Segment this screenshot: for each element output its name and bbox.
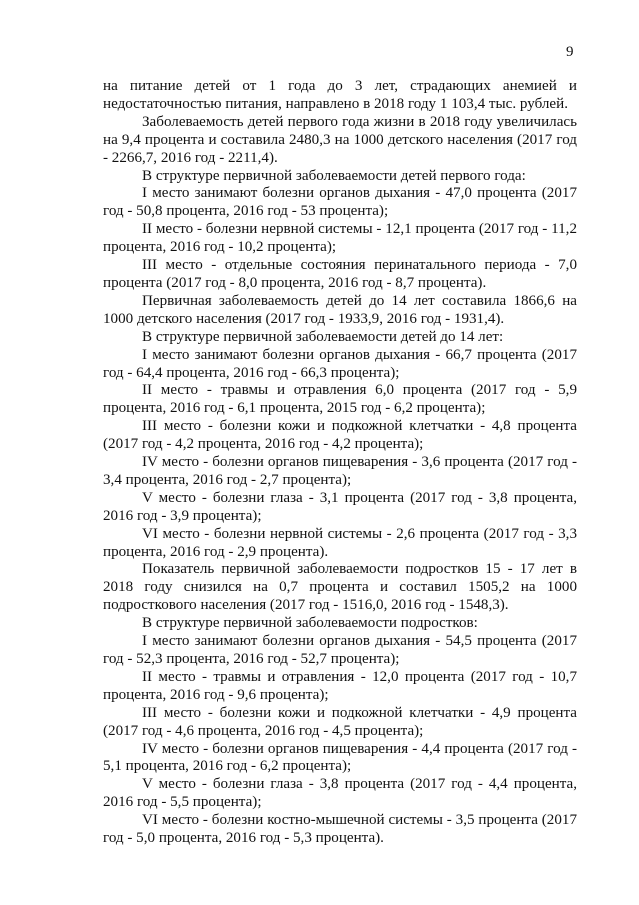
page-number: 9	[566, 44, 574, 60]
paragraph-child-rank-3: III место - болезни кожи и подкожной клетчатки - 4,8 процента (2017 год - 4,2 процента, 2016 год - 4,2 процента);	[103, 418, 577, 453]
paragraph-infant-morbidity: Заболеваемость детей первого года жизни в 2018 году увеличилась на 9,4 процента и составила 2480,3 на 1000 детского населения (2017 год - 2266,7, 2016 год - 2211,4).	[103, 113, 577, 166]
document-body	[103, 78, 577, 848]
paragraph-child-structure-heading: В структуре первичной заболеваемости детей до 14 лет:	[142, 328, 504, 345]
paragraph-teen-rank-4: IV место - болезни органов пищеварения - 4,4 процента (2017 год - 5,1 процента, 2016 год - 6,2 процента);	[103, 740, 577, 775]
paragraph-child-rank-2: II место - травмы и отравления 6,0 процента (2017 год - 5,9 процента, 2016 год - 6,1 процента, 2015 год - 6,2 процента);	[103, 382, 577, 417]
paragraph-infant-structure-heading: В структуре первичной заболеваемости детей первого года:	[142, 167, 526, 184]
paragraph-teen-rank-6: VI место - болезни костно-мышечной системы - 3,5 процента (2017 год - 5,0 процента, 2016 год - 5,3 процента).	[103, 812, 577, 847]
paragraph-teen-rank-3: III место - болезни кожи и подкожной клетчатки - 4,9 процента (2017 год - 4,6 процента, 2016 год - 4,5 процента);	[103, 704, 577, 739]
paragraph-infant-rank-2: II место - болезни нервной системы - 12,1 процента (2017 год - 11,2 процента, 2016 год - 10,2 процента);	[103, 221, 577, 256]
paragraph-teen-rank-1: I место занимают болезни органов дыхания - 54,5 процента (2017 год - 52,3 процента, 2016 год - 52,7 процента);	[103, 633, 577, 667]
paragraph-child-rank-6: VI место - болезни нервной системы - 2,6 процента (2017 год - 3,3 процента, 2016 год - 2,9 процента).	[103, 525, 577, 560]
paragraph-teen-morbidity: Показатель первичной заболеваемости подростков 15 - 17 лет в 2018 году снизился на 0,7 процента и составил 1505,2 на 1000 подросткового населения (2017 год - 1516,0, 2016 год - 1548,3).	[103, 561, 577, 614]
paragraph-child-morbidity: Первичная заболеваемость детей до 14 лет составила 1866,6 на 1000 детского населения (2017 год - 1933,9, 2016 год - 1931,4).	[103, 292, 577, 327]
paragraph-child-rank-4: IV место - болезни органов пищеварения - 3,6 процента (2017 год - 3,4 процента, 2016 год - 2,7 процента);	[103, 454, 577, 488]
paragraph-infant-rank-3: III место - отдельные состояния перинатального периода - 7,0 процента (2017 год - 8,0 процента, 2016 год - 8,7 процента).	[103, 257, 577, 291]
paragraph-child-rank-5: V место - болезни глаза - 3,1 процента (2017 год - 3,8 процента, 2016 год - 3,9 процента);	[103, 489, 577, 524]
paragraph-infant-rank-1: I место занимают болезни органов дыхания - 47,0 процента (2017 год - 50,8 процента, 2016 год - 53 процента);	[103, 185, 577, 220]
paragraph-teen-rank-2: II место - травмы и отравления - 12,0 процента (2017 год - 10,7 процента, 2016 год - 9,6 процента);	[103, 668, 577, 703]
paragraph-child-rank-1: I место занимают болезни органов дыхания - 66,7 процента (2017 год - 64,4 процента, 2016 год - 66,3 процента);	[103, 346, 577, 381]
paragraph-funding: на питание детей от 1 года до 3 лет, страдающих анемией и недостаточностью питания, направлено в 2018 году 1 103,4 тыс. рублей.	[103, 78, 577, 112]
paragraph-teen-structure-heading: В структуре первичной заболеваемости подростков:	[142, 615, 478, 632]
paragraph-teen-rank-5: V место - болезни глаза - 3,8 процента (2017 год - 4,4 процента, 2016 год - 5,5 процента);	[103, 776, 577, 811]
